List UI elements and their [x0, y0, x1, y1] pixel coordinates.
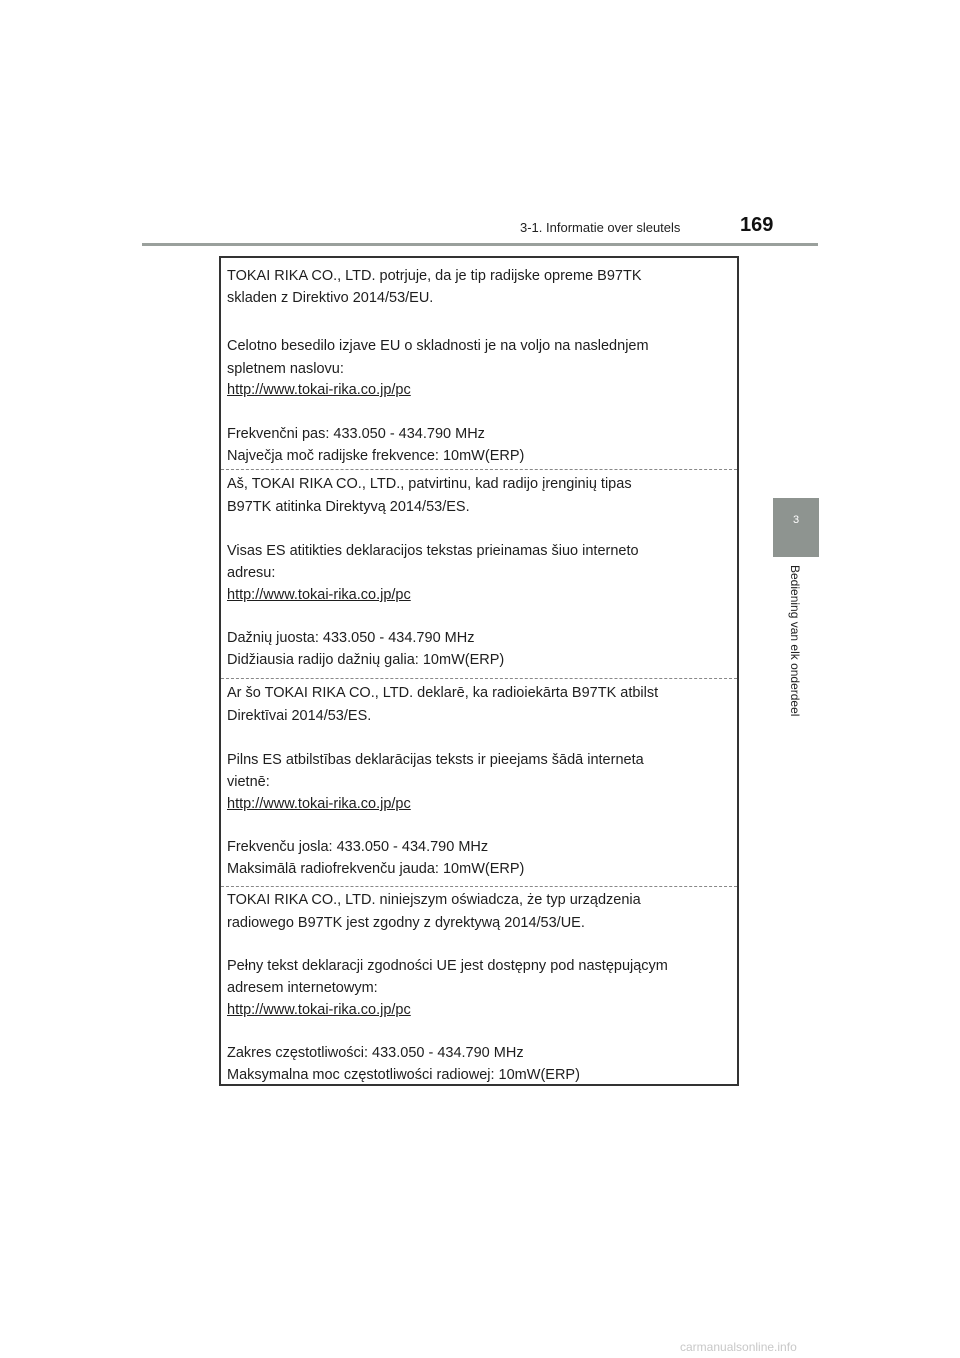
text-line: Pełny tekst deklaracji zgodności UE jest dostępny pod następującym — [227, 958, 668, 974]
watermark: carmanualsonline.info — [680, 1340, 797, 1354]
chapter-label: Bediening van elk onderdeel — [788, 565, 802, 717]
declaration-slovenian — [221, 258, 737, 468]
text-line: TOKAI RIKA CO., LTD. niniejszym oświadcza, że typ urządzenia — [227, 892, 641, 908]
text-line: Pilns ES atbilstības deklarācijas teksts ir pieejams šādā interneta — [227, 752, 644, 768]
text-line: Visas ES atitikties deklaracijos tekstas prieinamas šiuo interneto — [227, 543, 639, 559]
text-line: Frekvenčni pas: 433.050 - 434.790 MHz — [227, 426, 485, 442]
text-line: Največja moč radijske frekvence: 10mW(ERP) — [227, 448, 525, 464]
section-title: 3-1. Informatie over sleutels — [520, 220, 681, 235]
website-link[interactable]: http://www.tokai-rika.co.jp/pc — [227, 382, 411, 398]
text-line: Didžiausia radijo dažnių galia: 10mW(ERP) — [227, 652, 505, 668]
text-line: skladen z Direktivo 2014/53/EU. — [227, 290, 434, 306]
website-link[interactable]: http://www.tokai-rika.co.jp/pc — [227, 587, 411, 603]
text-line: Frekvenču josla: 433.050 - 434.790 MHz — [227, 839, 489, 855]
text-line: Direktīvai 2014/53/ES. — [227, 708, 372, 724]
declaration-polish — [221, 887, 737, 1086]
text-line: TOKAI RIKA CO., LTD. potrjuje, da je tip radijske opreme B97TK — [227, 268, 642, 284]
text-line: Maksymalna moc częstotliwości radiowej: 10mW(ERP) — [227, 1067, 580, 1083]
text-line: adresem internetowym: — [227, 980, 378, 996]
text-line: adresu: — [227, 565, 276, 581]
declaration-latvian — [221, 679, 737, 885]
text-line: B97TK atitinka Direktyvą 2014/53/ES. — [227, 499, 470, 515]
text-line: vietnē: — [227, 774, 270, 790]
chapter-number: 3 — [792, 514, 800, 526]
header-divider — [142, 243, 818, 246]
page-number: 169 — [740, 214, 774, 236]
text-line: Maksimālā radiofrekvenču jauda: 10mW(ERP) — [227, 861, 525, 877]
text-line: spletnem naslovu: — [227, 361, 344, 377]
chapter-tab — [773, 498, 819, 557]
text-line: Zakres częstotliwości: 433.050 - 434.790 MHz — [227, 1045, 524, 1061]
text-line: Aš, TOKAI RIKA CO., LTD., patvirtinu, kad radijo įrenginių tipas — [227, 476, 632, 492]
website-link[interactable]: http://www.tokai-rika.co.jp/pc — [227, 796, 411, 812]
text-line: radiowego B97TK jest zgodny z dyrektywą 2014/53/UE. — [227, 915, 585, 931]
text-line: Ar šo TOKAI RIKA CO., LTD. deklarē, ka radioiekārta B97TK atbilst — [227, 685, 659, 701]
declaration-box — [219, 256, 739, 1086]
declaration-lithuanian — [221, 470, 737, 678]
text-line: Dažnių juosta: 433.050 - 434.790 MHz — [227, 630, 475, 646]
text-line: Celotno besedilo izjave EU o skladnosti je na voljo na naslednjem — [227, 338, 649, 354]
website-link[interactable]: http://www.tokai-rika.co.jp/pc — [227, 1002, 411, 1018]
